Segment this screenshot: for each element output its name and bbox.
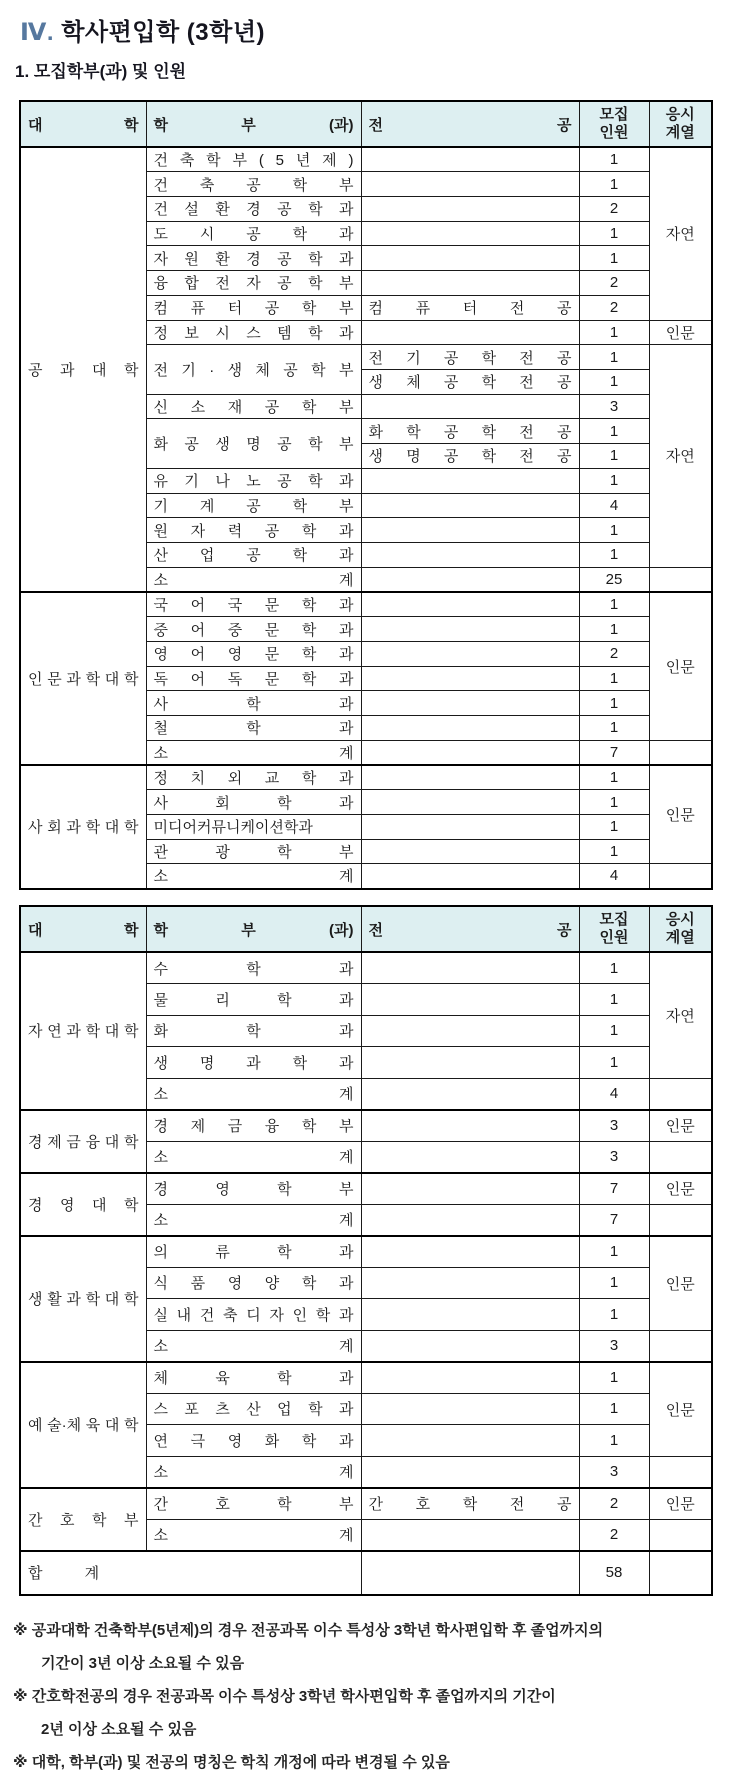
- dept-cell: 화 학 과: [146, 1015, 361, 1047]
- major-cell: 화 학 공 학 전 공: [361, 419, 579, 444]
- major-cell: [361, 666, 579, 691]
- major-cell: [361, 716, 579, 741]
- quota-cell: 1: [579, 765, 649, 790]
- subtotal-label-cell: 소 계: [146, 567, 361, 592]
- table-row: [20, 1488, 712, 1520]
- quota-cell: 1: [579, 246, 649, 271]
- dept-cell: 의 류 학 과: [146, 1236, 361, 1268]
- col-header-track: 응시 계열: [649, 906, 712, 952]
- major-cell: [361, 320, 579, 345]
- footnote-line: ※ 간호학전공의 경우 전공과목 이수 특성상 3학년 학사편입학 후 졸업까지의 기간이: [13, 1688, 556, 1705]
- quota-cell: 4: [579, 1078, 649, 1110]
- track-cell: 자연: [649, 147, 712, 320]
- quota-cell: 58: [579, 1551, 649, 1595]
- dept-cell: 영 어 영 문 학 과: [146, 641, 361, 666]
- major-cell: [361, 1236, 579, 1268]
- major-cell: [361, 147, 579, 172]
- quota-cell: 1: [579, 320, 649, 345]
- track-cell: [649, 1078, 712, 1110]
- quota-cell: 1: [579, 444, 649, 469]
- major-cell: [361, 1110, 579, 1142]
- col-header-major: 전 공: [361, 101, 579, 147]
- quota-cell: 1: [579, 1299, 649, 1331]
- dept-cell: 식 품 영 양 학 과: [146, 1267, 361, 1299]
- dept-cell: 건 축 공 학 부: [146, 172, 361, 197]
- quota-cell: 1: [579, 790, 649, 815]
- track-cell: [649, 567, 712, 592]
- dept-cell: 간 호 학 부: [146, 1488, 361, 1520]
- subtotal-label-cell: 소 계: [146, 1330, 361, 1362]
- dept-cell: 유 기 나 노 공 학 과: [146, 468, 361, 493]
- dept-cell: 자 원 환 경 공 학 과: [146, 246, 361, 271]
- track-cell: [649, 1551, 712, 1595]
- total-label-cell: 합 계: [20, 1551, 361, 1595]
- major-cell: [361, 543, 579, 568]
- subtotal-label-cell: 소 계: [146, 1141, 361, 1173]
- college-cell: 예 술·체 육 대 학: [20, 1362, 146, 1488]
- track-cell: 인문: [649, 1110, 712, 1142]
- track-cell: 인문: [649, 1362, 712, 1457]
- quota-cell: 25: [579, 567, 649, 592]
- track-cell: 인문: [649, 592, 712, 740]
- major-cell: [361, 394, 579, 419]
- table-row: [20, 952, 712, 984]
- track-cell: 인문: [649, 1236, 712, 1331]
- quota-cell: 1: [579, 518, 649, 543]
- subtotal-label-cell: 소 계: [146, 740, 361, 765]
- quota-cell: 1: [579, 1267, 649, 1299]
- major-cell: [361, 1204, 579, 1236]
- quota-cell: 1: [579, 543, 649, 568]
- dept-cell: 전 기 · 생 체 공 학 부: [146, 345, 361, 394]
- quota-cell: 4: [579, 864, 649, 889]
- quota-cell: 1: [579, 716, 649, 741]
- dept-cell: 건 설 환 경 공 학 과: [146, 196, 361, 221]
- dept-cell: 경 영 학 부: [146, 1173, 361, 1205]
- section-number: Ⅳ.: [20, 19, 55, 46]
- major-cell: [361, 1393, 579, 1425]
- college-cell: 자 연 과 학 대 학: [20, 952, 146, 1110]
- page-title: [20, 12, 265, 47]
- track-cell: [649, 864, 712, 889]
- major-cell: [361, 468, 579, 493]
- admission-table-1: [19, 100, 713, 890]
- header-row: [20, 906, 712, 952]
- footnote-line: 기간이 3년 이상 소요될 수 있음: [41, 1655, 245, 1672]
- major-cell: [361, 1015, 579, 1047]
- track-cell: 인문: [649, 1488, 712, 1520]
- major-cell: [361, 1551, 579, 1595]
- dept-cell: 철 학 과: [146, 716, 361, 741]
- quota-cell: 1: [579, 691, 649, 716]
- track-cell: 인문: [649, 1173, 712, 1205]
- quota-cell: 3: [579, 1141, 649, 1173]
- college-cell: 사 회 과 학 대 학: [20, 765, 146, 889]
- track-cell: [649, 1456, 712, 1488]
- track-cell: [649, 1204, 712, 1236]
- quota-cell: 3: [579, 394, 649, 419]
- subtotal-label-cell: 소 계: [146, 1456, 361, 1488]
- dept-cell: 사 학 과: [146, 691, 361, 716]
- subtotal-label-cell: 소 계: [146, 864, 361, 889]
- major-cell: [361, 691, 579, 716]
- col-header-dept: 학 부 (과): [146, 101, 361, 147]
- major-cell: [361, 864, 579, 889]
- dept-cell: 도 시 공 학 과: [146, 221, 361, 246]
- quota-cell: 1: [579, 839, 649, 864]
- dept-cell: 독 어 독 문 학 과: [146, 666, 361, 691]
- table-row: [20, 1173, 712, 1205]
- major-cell: [361, 567, 579, 592]
- dept-cell: 스 포 츠 산 업 학 과: [146, 1393, 361, 1425]
- major-cell: [361, 1362, 579, 1394]
- college-cell: 경 제 금 융 대 학: [20, 1110, 146, 1173]
- major-cell: [361, 1173, 579, 1205]
- section-heading: 1. 모집학부(과) 및 인원: [15, 62, 187, 81]
- quota-cell: 1: [579, 617, 649, 642]
- major-cell: 전 기 공 학 전 공: [361, 345, 579, 370]
- quota-cell: 2: [579, 196, 649, 221]
- dept-cell: 사 회 학 과: [146, 790, 361, 815]
- footnote-line: ※ 공과대학 건축학부(5년제)의 경우 전공과목 이수 특성상 3학년 학사편입학 후 졸업까지의: [13, 1622, 604, 1639]
- major-cell: 생 명 공 학 전 공: [361, 444, 579, 469]
- major-cell: 컴 퓨 터 전 공: [361, 295, 579, 320]
- major-cell: [361, 617, 579, 642]
- major-cell: [361, 493, 579, 518]
- major-cell: [361, 518, 579, 543]
- major-cell: 생 체 공 학 전 공: [361, 369, 579, 394]
- track-cell: 자연: [649, 345, 712, 567]
- dept-cell: 융 합 전 자 공 학 부: [146, 271, 361, 296]
- quota-cell: 1: [579, 592, 649, 617]
- major-cell: [361, 1078, 579, 1110]
- dept-cell: 체 육 학 과: [146, 1362, 361, 1394]
- quota-cell: 1: [579, 1015, 649, 1047]
- major-cell: [361, 1330, 579, 1362]
- dept-cell: 연 극 영 화 학 과: [146, 1425, 361, 1457]
- track-cell: [649, 1141, 712, 1173]
- major-cell: 간 호 학 전 공: [361, 1488, 579, 1520]
- track-cell: [649, 1519, 712, 1551]
- major-cell: [361, 246, 579, 271]
- track-cell: [649, 1330, 712, 1362]
- major-cell: [361, 1519, 579, 1551]
- quota-cell: 1: [579, 1425, 649, 1457]
- dept-cell: 실 내 건 축 디 자 인 학 과: [146, 1299, 361, 1331]
- major-cell: [361, 1425, 579, 1457]
- major-cell: [361, 1267, 579, 1299]
- dept-cell: 경 제 금 융 학 부: [146, 1110, 361, 1142]
- quota-cell: 1: [579, 952, 649, 984]
- footnote-line: 2년 이상 소요될 수 있음: [41, 1721, 197, 1738]
- major-cell: [361, 221, 579, 246]
- quota-cell: 7: [579, 1204, 649, 1236]
- total-row: [20, 1551, 712, 1595]
- dept-cell: 미디어커뮤니케이션학과: [146, 814, 361, 839]
- dept-cell: 국 어 국 문 학 과: [146, 592, 361, 617]
- quota-cell: 1: [579, 1047, 649, 1079]
- track-cell: 인문: [649, 320, 712, 345]
- quota-cell: 1: [579, 1362, 649, 1394]
- dept-cell: 생 명 과 학 과: [146, 1047, 361, 1079]
- quota-cell: 2: [579, 641, 649, 666]
- major-cell: [361, 839, 579, 864]
- footnote-line: ※ 대학, 학부(과) 및 전공의 명칭은 학칙 개정에 따라 변경될 수 있음: [13, 1754, 450, 1771]
- major-cell: [361, 1047, 579, 1079]
- major-cell: [361, 814, 579, 839]
- header-row: [20, 101, 712, 147]
- col-header-quota: 모집 인원: [579, 906, 649, 952]
- table-row: [20, 1110, 712, 1142]
- quota-cell: 1: [579, 172, 649, 197]
- col-header-track: 응시 계열: [649, 101, 712, 147]
- college-cell: 생 활 과 학 대 학: [20, 1236, 146, 1362]
- college-cell: 경 영 대 학: [20, 1173, 146, 1236]
- table-row: [20, 592, 712, 617]
- dept-cell: 기 계 공 학 부: [146, 493, 361, 518]
- track-cell: 인문: [649, 765, 712, 864]
- footnotes: [13, 1614, 719, 1779]
- quota-cell: 1: [579, 666, 649, 691]
- quota-cell: 3: [579, 1456, 649, 1488]
- college-cell: 공 과 대 학: [20, 147, 146, 592]
- quota-cell: 1: [579, 1236, 649, 1268]
- dept-cell: 신 소 재 공 학 부: [146, 394, 361, 419]
- major-cell: [361, 952, 579, 984]
- quota-cell: 7: [579, 740, 649, 765]
- quota-cell: 3: [579, 1110, 649, 1142]
- dept-cell: 관 광 학 부: [146, 839, 361, 864]
- quota-cell: 2: [579, 1519, 649, 1551]
- major-cell: [361, 1456, 579, 1488]
- major-cell: [361, 271, 579, 296]
- quota-cell: 1: [579, 369, 649, 394]
- table-row: [20, 765, 712, 790]
- major-cell: [361, 740, 579, 765]
- major-cell: [361, 765, 579, 790]
- major-cell: [361, 1141, 579, 1173]
- quota-cell: 1: [579, 468, 649, 493]
- quota-cell: 2: [579, 295, 649, 320]
- quota-cell: 7: [579, 1173, 649, 1205]
- quota-cell: 1: [579, 814, 649, 839]
- page-title-text: 학사편입학 (3학년): [61, 19, 266, 46]
- table-row: [20, 1236, 712, 1268]
- dept-cell: 정 치 외 교 학 과: [146, 765, 361, 790]
- quota-cell: 2: [579, 1488, 649, 1520]
- dept-cell: 정 보 시 스 템 학 과: [146, 320, 361, 345]
- subtotal-label-cell: 소 계: [146, 1519, 361, 1551]
- major-cell: [361, 984, 579, 1016]
- quota-cell: 2: [579, 271, 649, 296]
- admission-table-2: [19, 905, 713, 1596]
- col-header-dept: 학 부 (과): [146, 906, 361, 952]
- dept-cell: 물 리 학 과: [146, 984, 361, 1016]
- col-header-quota: 모집 인원: [579, 101, 649, 147]
- college-cell: 간 호 학 부: [20, 1488, 146, 1551]
- dept-cell: 수 학 과: [146, 952, 361, 984]
- college-cell: 인 문 과 학 대 학: [20, 592, 146, 765]
- col-header-college: 대 학: [20, 101, 146, 147]
- col-header-college: 대 학: [20, 906, 146, 952]
- major-cell: [361, 641, 579, 666]
- major-cell: [361, 196, 579, 221]
- quota-cell: 1: [579, 345, 649, 370]
- subtotal-label-cell: 소 계: [146, 1204, 361, 1236]
- quota-cell: 1: [579, 147, 649, 172]
- quota-cell: 4: [579, 493, 649, 518]
- dept-cell: 컴 퓨 터 공 학 부: [146, 295, 361, 320]
- dept-cell: 중 어 중 문 학 과: [146, 617, 361, 642]
- quota-cell: 1: [579, 419, 649, 444]
- major-cell: [361, 592, 579, 617]
- table-row: [20, 147, 712, 172]
- col-header-major: 전 공: [361, 906, 579, 952]
- track-cell: [649, 740, 712, 765]
- dept-cell: 건 축 학 부 ( 5 년 제 ): [146, 147, 361, 172]
- dept-cell: 산 업 공 학 과: [146, 543, 361, 568]
- dept-cell: 원 자 력 공 학 과: [146, 518, 361, 543]
- quota-cell: 3: [579, 1330, 649, 1362]
- quota-cell: 1: [579, 984, 649, 1016]
- major-cell: [361, 172, 579, 197]
- quota-cell: 1: [579, 1393, 649, 1425]
- subtotal-label-cell: 소 계: [146, 1078, 361, 1110]
- quota-cell: 1: [579, 221, 649, 246]
- dept-cell: 화 공 생 명 공 학 부: [146, 419, 361, 468]
- major-cell: [361, 1299, 579, 1331]
- track-cell: 자연: [649, 952, 712, 1078]
- major-cell: [361, 790, 579, 815]
- table-row: [20, 1362, 712, 1394]
